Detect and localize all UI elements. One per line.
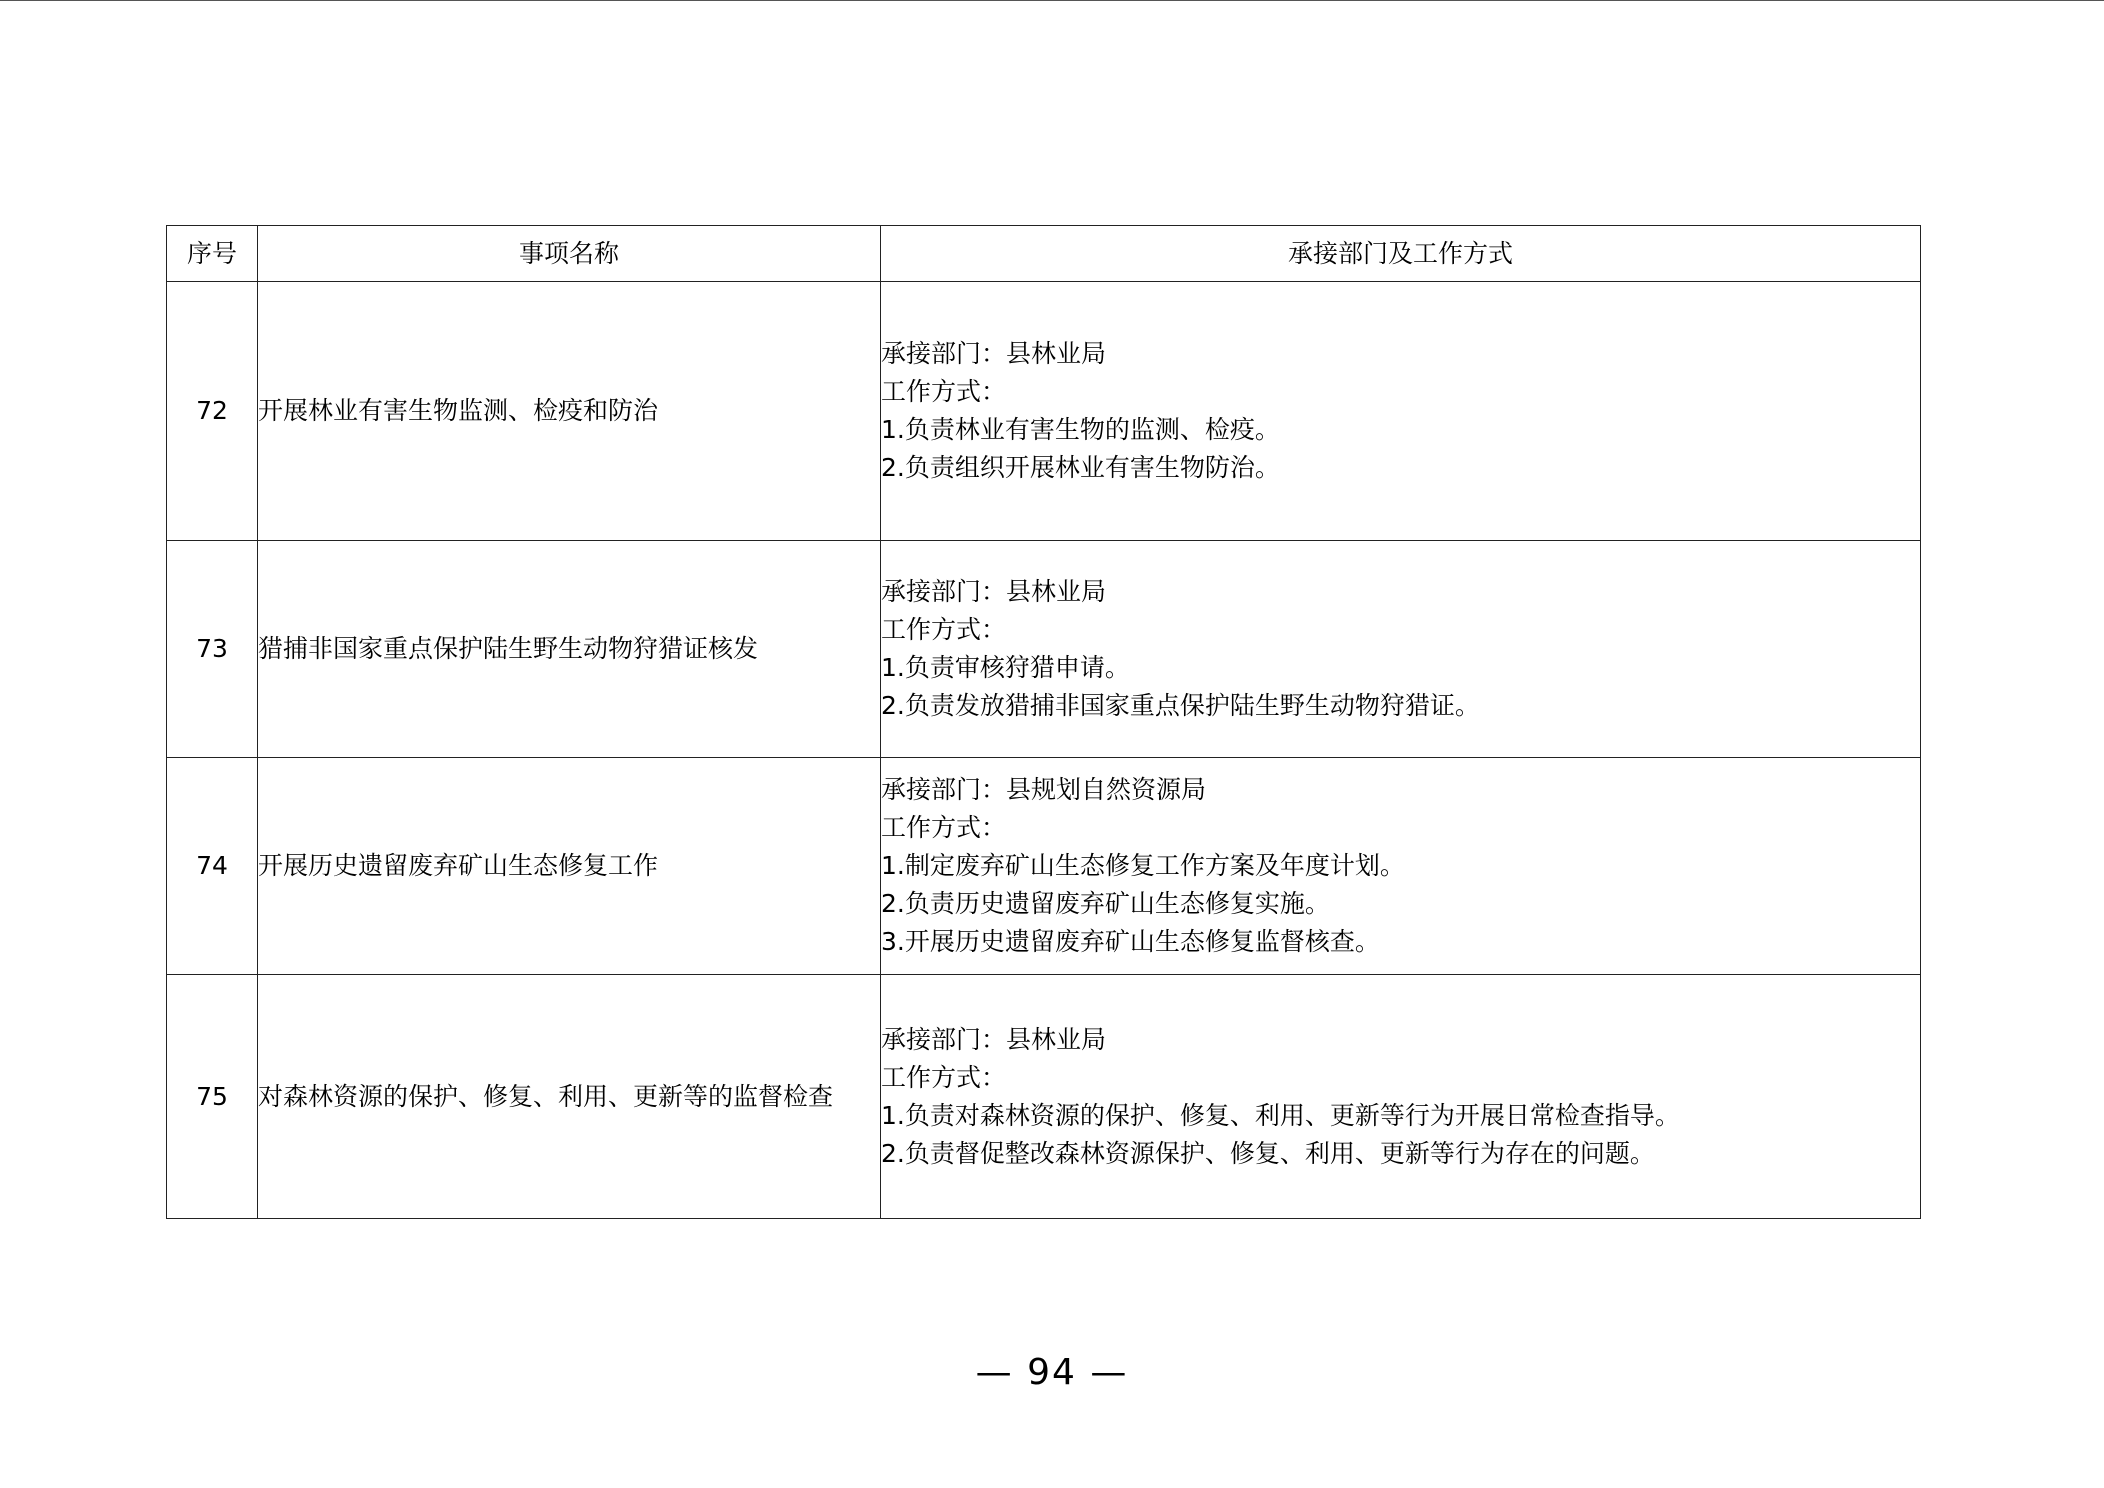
header-name: 事项名称 [258, 226, 881, 282]
row-name: 开展林业有害生物监测、检疫和防治 [258, 282, 881, 541]
task-line: 2.负责督促整改森林资源保护、修复、利用、更新等行为存在的问题。 [881, 1138, 1655, 1168]
row-name: 对森林资源的保护、修复、利用、更新等的监督检查 [258, 975, 881, 1219]
table-header-row [167, 226, 1921, 282]
task-line: 1.制定废弃矿山生态修复工作方案及年度计划。 [881, 851, 1405, 880]
dept-line: 承接部门：县林业局 [881, 1024, 1107, 1054]
table-row [167, 541, 1921, 758]
row-dept [881, 541, 1921, 758]
top-border-line [0, 0, 2104, 1]
matters-table [166, 225, 1921, 1219]
task-line: 1.负责对森林资源的保护、修复、利用、更新等行为开展日常检查指导。 [881, 1100, 1680, 1130]
dept-line: 承接部门：县林业局 [881, 339, 1107, 368]
method-line: 工作方式： [881, 1062, 1007, 1092]
task-line: 1.负责审核狩猎申请。 [881, 653, 1130, 682]
row-dept [881, 975, 1921, 1219]
page-number: — 94 — [975, 1352, 1129, 1393]
table-row [167, 282, 1921, 541]
row-no: 73 [167, 541, 258, 758]
task-line: 3.开展历史遗留废弃矿山生态修复监督核查。 [881, 927, 1380, 956]
row-name: 开展历史遗留废弃矿山生态修复工作 [258, 758, 881, 975]
header-no: 序号 [167, 226, 258, 282]
task-line: 2.负责发放猎捕非国家重点保护陆生野生动物狩猎证。 [881, 691, 1480, 720]
row-no: 75 [167, 975, 258, 1219]
task-line: 2.负责历史遗留废弃矿山生态修复实施。 [881, 889, 1330, 918]
dept-line: 承接部门：县规划自然资源局 [881, 775, 1207, 804]
header-dept: 承接部门及工作方式 [881, 226, 1921, 282]
table-row [167, 758, 1921, 975]
row-dept [881, 758, 1921, 975]
row-name: 猎捕非国家重点保护陆生野生动物狩猎证核发 [258, 541, 881, 758]
row-dept [881, 282, 1921, 541]
dept-line: 承接部门：县林业局 [881, 577, 1107, 606]
task-line: 1.负责林业有害生物的监测、检疫。 [881, 415, 1280, 444]
method-line: 工作方式： [881, 813, 1007, 842]
row-no: 72 [167, 282, 258, 541]
row-no: 74 [167, 758, 258, 975]
method-line: 工作方式： [881, 377, 1007, 406]
method-line: 工作方式： [881, 615, 1007, 644]
table-row [167, 975, 1921, 1219]
task-line: 2.负责组织开展林业有害生物防治。 [881, 453, 1280, 482]
